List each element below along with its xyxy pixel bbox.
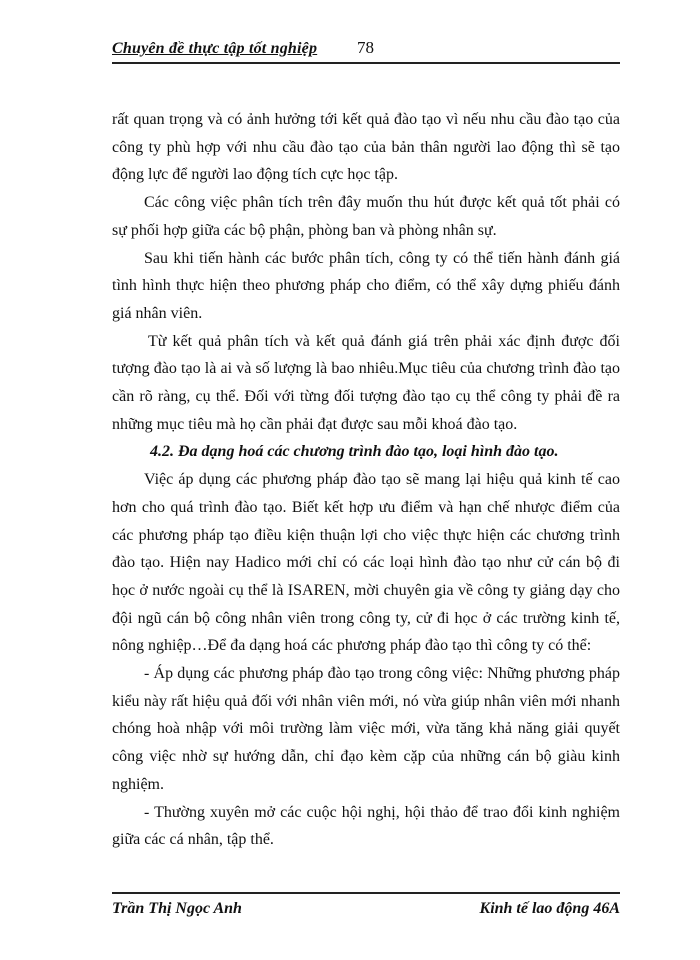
- page-content: [112, 106, 620, 854]
- header-title: Chuyên đề thực tập tốt nghiệp: [112, 40, 318, 57]
- section-heading: 4.2. Đa dạng hoá các chương trình đào tạo, loại hình đào tạo.: [150, 443, 559, 461]
- paragraph-4: Từ kết quả phân tích và kết quả đánh giá trên phải xác định được đối tượng đào tạo là ai và số lượng là bao nhiêu.Mục tiêu của chương trình đào tạo cần rõ ràng, cụ thể. Đối với từng đối tượng đào tạo cụ thể công ty phải đề ra những mục tiêu mà họ cần phải đạt được sau mỗi khoá đào tạo.: [112, 332, 620, 433]
- paragraph-1: rất quan trọng và có ảnh hưởng tới kết quả đào tạo vì nếu nhu cầu đào tạo của công ty phù hợp với nhu cầu đào tạo của bản thân người lao động thì sẽ tạo động lực để người lao động tích cực học tập.: [112, 111, 620, 184]
- footer-author: Trần Thị Ngọc Anh: [112, 900, 242, 917]
- paragraph-2: Các công việc phân tích trên đây muốn thu hút được kết quả tốt phải có sự phối hợp giữa các bộ phận, phòng ban và phòng nhân sự.: [112, 194, 620, 239]
- paragraph-3: Sau khi tiến hành các bước phân tích, công ty có thể tiến hành đánh giá tình hình thực hiện theo phương pháp cho điểm, có thể xây dựng phiếu đánh giá nhân viên.: [112, 249, 620, 322]
- page-header: [112, 38, 620, 64]
- footer-class: Kinh tế lao động 46A: [479, 900, 620, 917]
- page-footer: [112, 892, 620, 924]
- paragraph-6: - Áp dụng các phương pháp đào tạo trong công việc: Những phương pháp kiểu này rất hiệu quả đối với nhân viên mới, nó vừa giúp nhân viên mới nhanh chóng hoà nhập với môi trường làm việc mới, vừa tăng khả năng giải quyết công việc nhờ sự hướng dẫn, chỉ đạo kèm cặp của những cán bộ giàu kinh nghiệm.: [112, 665, 620, 793]
- page-number: 78: [357, 38, 374, 57]
- paragraph-7: - Thường xuyên mở các cuộc hội nghị, hội thảo để trao đổi kinh nghiệm giữa các cá nhân, tập thể.: [112, 803, 620, 849]
- paragraph-5: Việc áp dụng các phương pháp đào tạo sẽ mang lại hiệu quả kinh tế cao hơn cho quá trình đào tạo. Biết kết hợp ưu điểm và hạn chế nhược điểm của các phương pháp tạo điều kiện thuận lợi cho việc thực hiện các chương trình đào tạo. Hiện nay Hadico mới chỉ có các loại hình đào tạo như cử cán bộ đi học ở nước ngoài cụ thể là ISAREN, mời chuyên gia về công ty giảng dạy cho đội ngũ cán bộ công nhân viên trong công ty, cử đi học ở các trường kinh tế, nông nghiệp…Để đa dạng hoá các phương pháp đào tạo thì công ty có thể:: [112, 471, 620, 655]
